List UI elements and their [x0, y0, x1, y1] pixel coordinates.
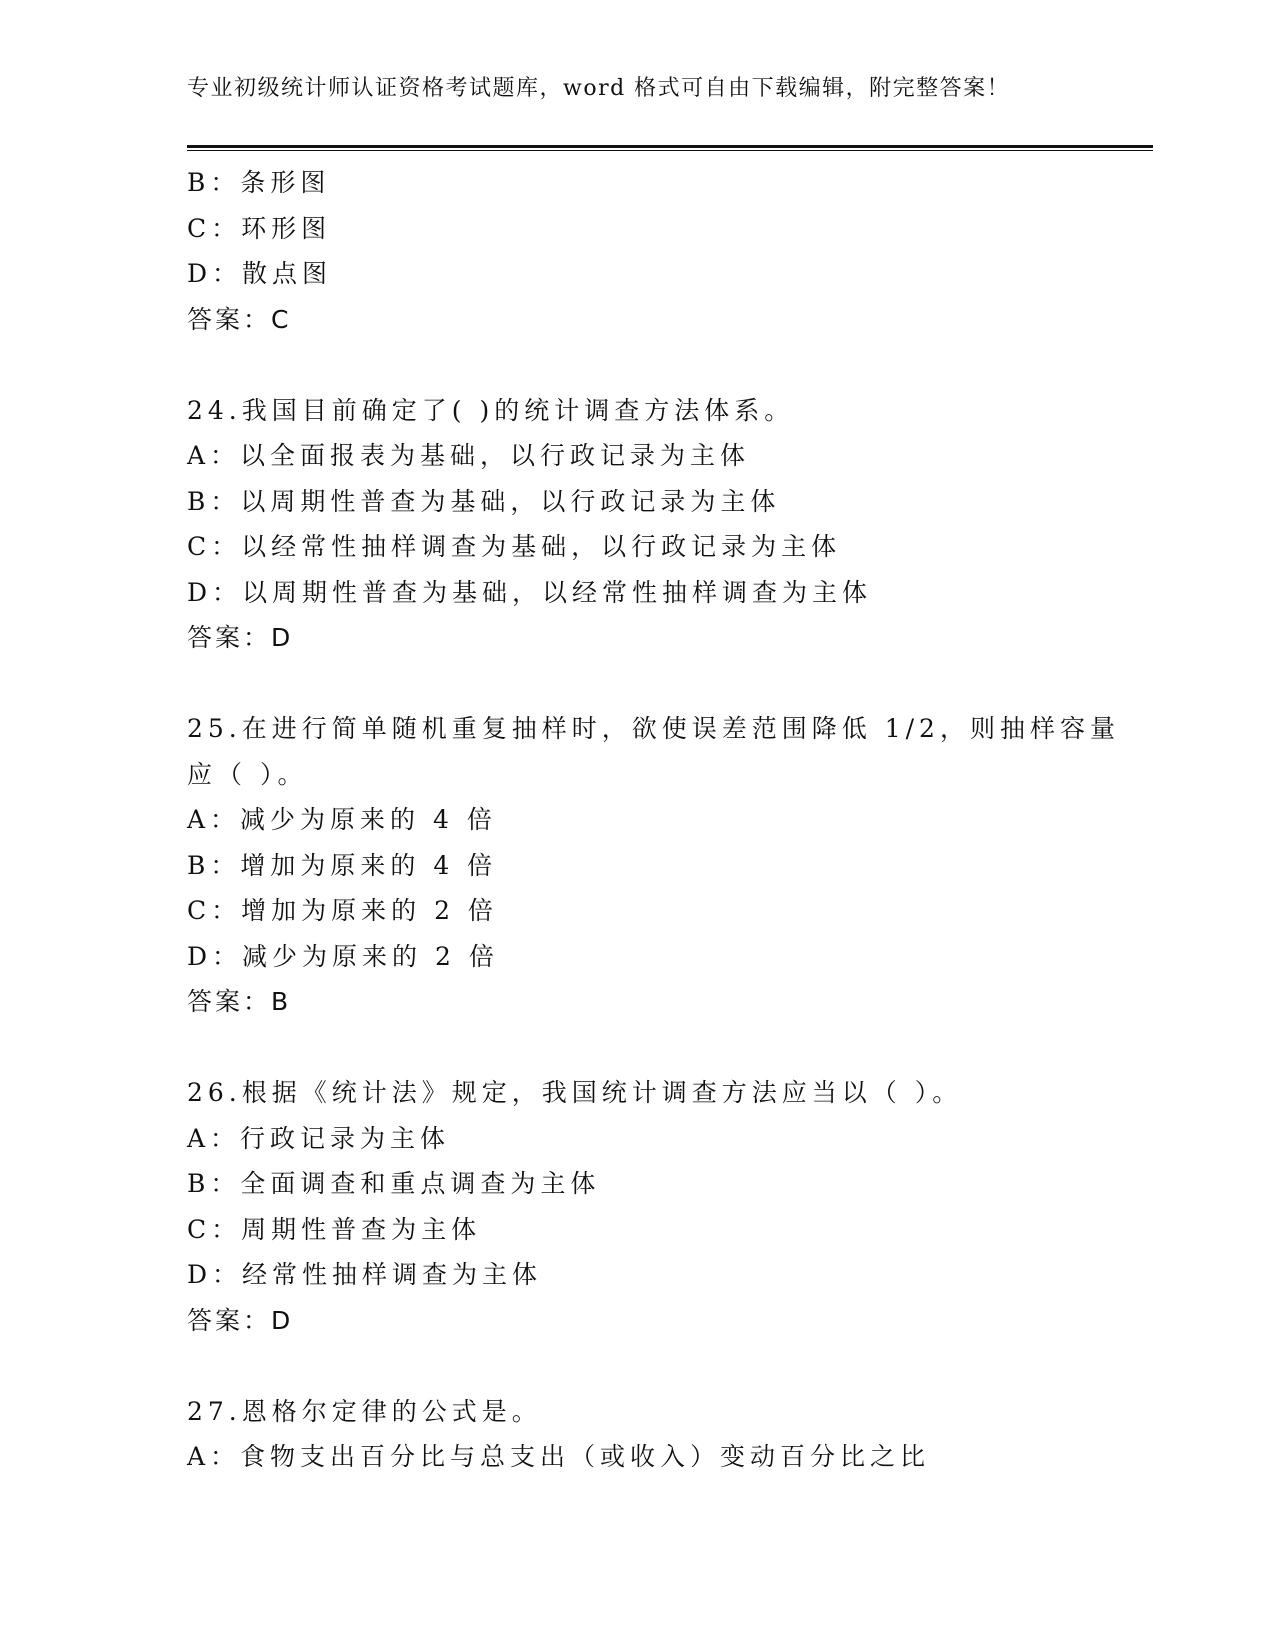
option-d: D：减少为原来的 2 倍 [187, 941, 499, 971]
question-23-tail [187, 160, 1087, 342]
option-a: A：食物支出百分比与总支出（或收入）变动百分比之比 [187, 1442, 931, 1471]
question-content [187, 160, 1120, 1480]
option-a: A：减少为原来的 4 倍 [187, 805, 497, 834]
question-25 [187, 706, 1120, 1025]
spacer [187, 661, 1087, 707]
answer-line: 答案：D [187, 1305, 294, 1335]
question-24 [187, 388, 1087, 661]
header-rule-thin [187, 150, 1153, 151]
question-stem-continued: 应（ ）。 [187, 759, 308, 789]
question-stem: 24.我国目前确定了( )的统计调查方法体系。 [187, 395, 795, 425]
spacer [187, 1025, 1087, 1071]
question-26 [187, 1070, 1087, 1343]
spacer [187, 342, 1087, 388]
option-c: C：增加为原来的 2 倍 [187, 896, 498, 925]
page-header: 专业初级统计师认证资格考试题库，word 格式可自由下载编辑，附完整答案！ [187, 76, 1011, 101]
option-d: D：经常性抽样调查为主体 [187, 1260, 543, 1289]
question-27 [187, 1389, 1087, 1480]
option-b: B：增加为原来的 4 倍 [187, 850, 498, 880]
header-rule-thick [187, 145, 1153, 148]
option-c: C：周期性普查为主体 [187, 1214, 482, 1244]
question-stem: 26.根据《统计法》规定，我国统计调查方法应当以（ ）。 [187, 1078, 963, 1107]
option-c: C：以经常性抽样调查为基础，以行政记录为主体 [187, 532, 842, 561]
option-b: B：以周期性普查为基础，以行政记录为主体 [187, 486, 781, 516]
option-a: A：以全面报表为基础，以行政记录为主体 [187, 441, 751, 470]
option-b: B：全面调查和重点调查为主体 [187, 1169, 601, 1198]
spacer [187, 1343, 1087, 1389]
option-c: C：环形图 [187, 213, 332, 243]
question-stem: 25.在进行简单随机重复抽样时，欲使误差范围降低 1/2，则抽样容量 [187, 714, 1120, 743]
question-stem: 27.恩格尔定律的公式是。 [187, 1396, 542, 1426]
answer-line: 答案：C [187, 304, 292, 334]
answer-line: 答案：B [187, 987, 292, 1016]
option-d: D：以周期性普查为基础，以经常性抽样调查为主体 [187, 577, 873, 607]
option-b: B：条形图 [187, 168, 331, 197]
answer-line: 答案：D [187, 623, 294, 652]
option-a: A：行政记录为主体 [187, 1123, 451, 1153]
option-d: D：散点图 [187, 259, 333, 288]
